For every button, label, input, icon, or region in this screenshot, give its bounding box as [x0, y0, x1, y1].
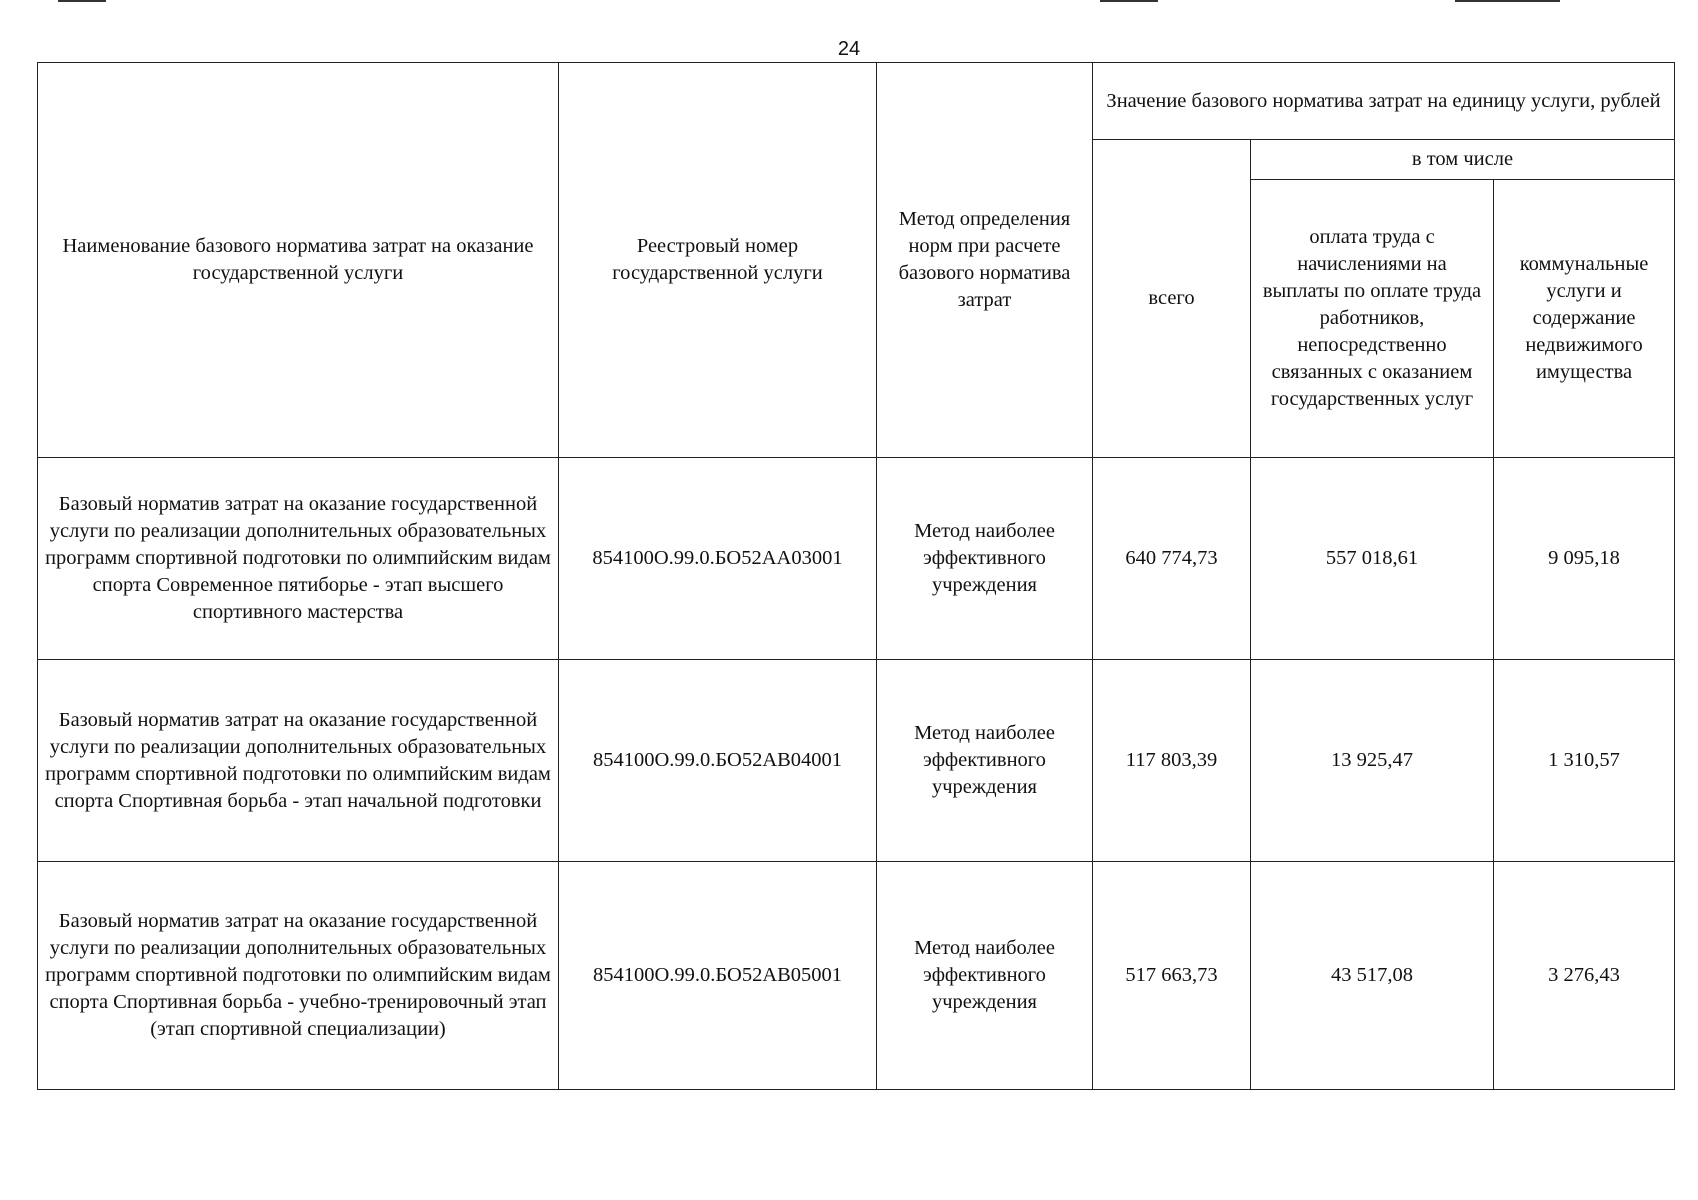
- header-utilities: коммунальные услуги и содержание недвижимого имущества: [1494, 180, 1675, 458]
- header-including: в том числе: [1251, 140, 1675, 180]
- row-name: Базовый норматив затрат на оказание государственной услуги по реализации дополнительных образовательных программ спортивной подготовки по олимпийским видам спорта Современное пятиборье - этап высшего спортивного мастерства: [38, 458, 559, 660]
- row-total: 517 663,73: [1093, 862, 1251, 1090]
- header-value-group: Значение базового норматива затрат на единицу услуги, рублей: [1093, 63, 1675, 140]
- table-row: [38, 458, 1675, 660]
- row-utilities: 1 310,57: [1494, 660, 1675, 862]
- row-registry-number: 854100О.99.0.БО52АВ05001: [559, 862, 877, 1090]
- scan-artifact-left: [58, 0, 106, 2]
- row-registry-number: 854100О.99.0.БО52АА03001: [559, 458, 877, 660]
- row-labor: 13 925,47: [1251, 660, 1494, 862]
- row-name: Базовый норматив затрат на оказание государственной услуги по реализации дополнительных образовательных программ спортивной подготовки по олимпийским видам спорта Спортивная борьба - этап начальной подготовки: [38, 660, 559, 862]
- header-registry-number: Реестровый номер государственной услуги: [559, 63, 877, 458]
- scan-artifact-middle: [1100, 0, 1158, 2]
- row-method: Метод наиболее эффективного учреждения: [877, 862, 1093, 1090]
- cost-norm-table: [37, 62, 1675, 1090]
- row-method: Метод наиболее эффективного учреждения: [877, 458, 1093, 660]
- header-name: Наименование базового норматива затрат на оказание государственной услуги: [38, 63, 559, 458]
- scan-artifact-right: [1455, 0, 1560, 2]
- row-total: 117 803,39: [1093, 660, 1251, 862]
- row-registry-number: 854100О.99.0.БО52АВ04001: [559, 660, 877, 862]
- row-labor: 43 517,08: [1251, 862, 1494, 1090]
- row-utilities: 3 276,43: [1494, 862, 1675, 1090]
- row-labor: 557 018,61: [1251, 458, 1494, 660]
- page-number: 24: [837, 38, 861, 60]
- row-total: 640 774,73: [1093, 458, 1251, 660]
- row-name: Базовый норматив затрат на оказание государственной услуги по реализации дополнительных образовательных программ спортивной подготовки по олимпийским видам спорта Спортивная борьба - учебно-тренировочный этап (этап спортивной специализации): [38, 862, 559, 1090]
- table-row: [38, 862, 1675, 1090]
- header-total: всего: [1093, 140, 1251, 458]
- header-method: Метод определения норм при расчете базового норматива затрат: [877, 63, 1093, 458]
- row-utilities: 9 095,18: [1494, 458, 1675, 660]
- table-row: [38, 660, 1675, 862]
- header-labor: оплата труда с начислениями на выплаты по оплате труда работников, непосредственно связанных с оказанием государственных услуг: [1251, 180, 1494, 458]
- row-method: Метод наиболее эффективного учреждения: [877, 660, 1093, 862]
